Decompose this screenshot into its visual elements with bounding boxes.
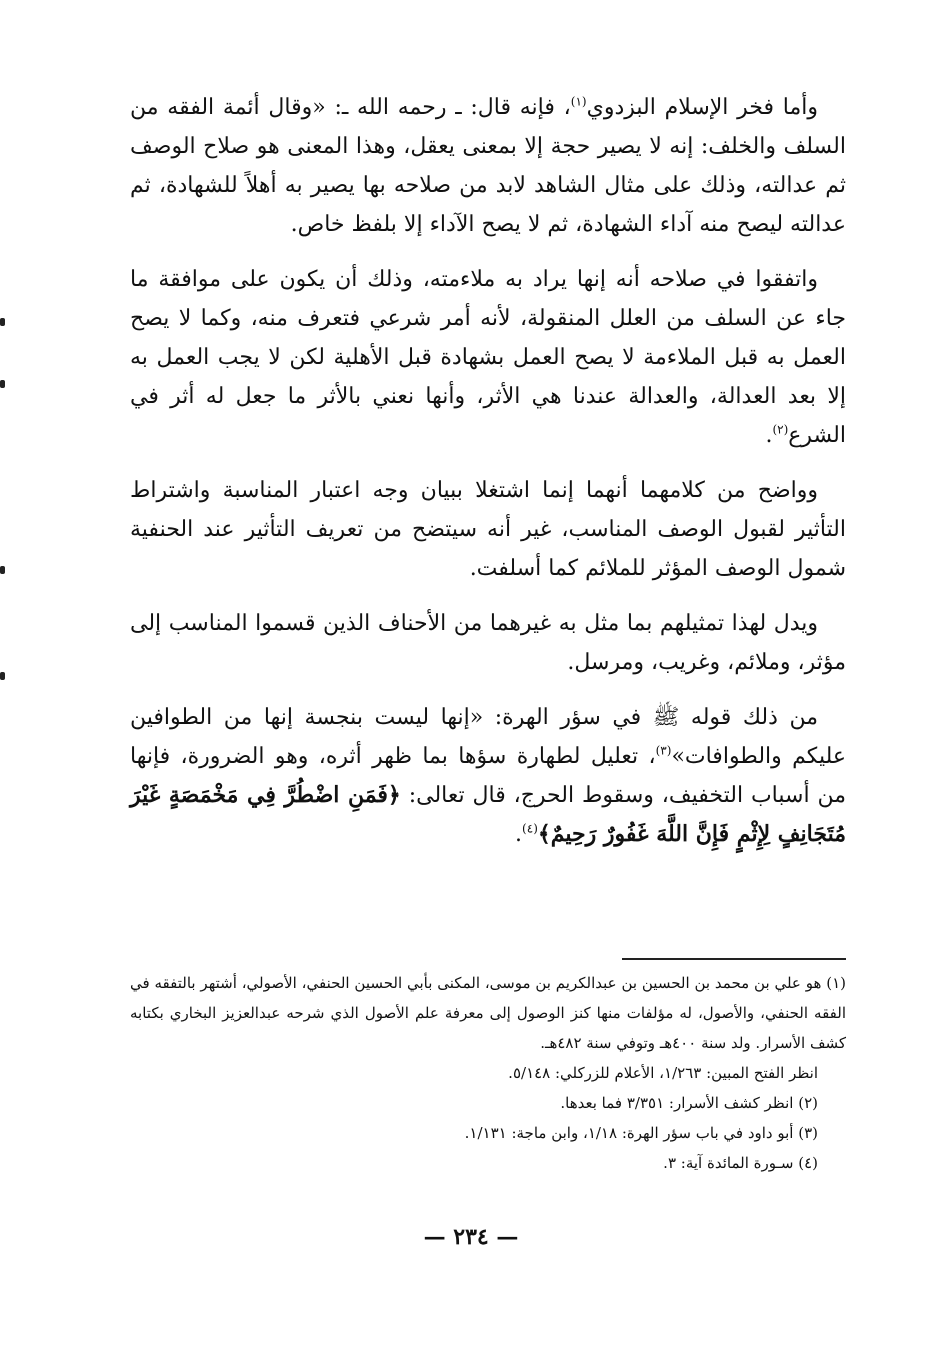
paragraph-5-end: .: [515, 822, 523, 847]
scan-edge-mark: [0, 672, 5, 680]
scan-edge-mark: [0, 566, 5, 574]
main-text: [130, 88, 846, 868]
scan-edge-mark: [0, 380, 5, 388]
scan-edge-mark: [0, 318, 5, 326]
footnote-ref-2[interactable]: (٢): [772, 422, 789, 437]
paragraph-1: [130, 88, 846, 244]
paragraph-3: وواضح من كلامهما أنهما إنما اشتغلا ببيان وجه اعتبار المناسبة واشتراط التأثير لقبول الوصف المناسب، غير أنه سيتضح من تعريف التأثير عند الحنفية شمول الوصف المؤثر للملائم كما أسلفت.: [130, 478, 846, 581]
paragraph-1-text: وأما فخر الإسلام البزدوي: [586, 95, 819, 120]
footnote-separator: [622, 958, 846, 960]
paragraph-5: [130, 698, 846, 854]
paragraph-1-rest: ، فإنه قال: ـ رحمه الله ـ: «وقال أئمة الفقه من السلف والخلف: إنه لا يصير حجة إلا بمعنى يعقل، وهذا المعنى هو صلاح الوصف ثم عدالته، وذلك على مثال الشاهد لابد من صلاحه بها يصير به أهلاً للشهادة، ثم عدالته ليصح منه آداء الشهادة، ثم لا يصح الآداء إلا بلفظ خاص.: [130, 95, 846, 237]
footnote-3: (٣) أبو داود في باب سؤر الهرة: ١/١٨، وابن ماجة: ١/١٣١.: [464, 1124, 818, 1142]
paragraph-4: ويدل لهذا تمثيلهم بما مثل به غيرهما من الأحناف الذين قسموا المناسب إلى مؤثر، وملائم، وغريب، ومرسل.: [130, 611, 846, 675]
footnote-ref-3[interactable]: (٣): [655, 743, 672, 758]
footnote-1: (١) هو علي بن محمد بن الحسين بن عبدالكريم بن موسى، المكنى بأبي الحسين الحنفي، الأصولي، أشتهر بالتفقه في الفقه الحنفي، والأصول، له مؤلفات منها كنز الوصول إلى معرفة علم الأصول الذي شرحه عبدالعزيز البخاري بكتابه كشف الأسرار. ولد سنة ٤٠٠هـ وتوفي سنة ٤٨٢هـ.: [130, 974, 846, 1052]
footnote-ref-4[interactable]: (٤): [522, 821, 538, 836]
paragraph-2: [130, 260, 846, 455]
footnote-1-source: انظر الفتح المبين: ١/٢٦٣، الأعلام للزركلي: ٥/١٤٨.: [508, 1064, 818, 1082]
paragraph-5-mid: ، تعليل لطهارة سؤها بما ظهر أثره، وهو الضرورة، فإنها من أسباب التخفيف، وسقوط الحرج، قال تعالى:: [130, 744, 846, 808]
footnotes: [130, 968, 846, 1178]
paragraph-5-text: من ذلك قوله ﷺ في سؤر الهرة: «إنها ليست بنجسة إنها من الطوافين عليكم والطوافات»: [130, 705, 846, 769]
footnote-ref-1[interactable]: (١): [570, 94, 587, 109]
paragraph-2-end: .: [765, 423, 773, 448]
footnote-2: (٢) انظر كشف الأسرار: ٣/٣٥١ فما بعدها.: [560, 1094, 818, 1112]
page-number: — ٢٣٤ —: [423, 1224, 519, 1250]
footnote-4: (٤) سـورة المائدة آية: ٣.: [663, 1154, 818, 1172]
paragraph-2-text: واتفقوا في صلاحه أنه إنها يراد به ملاءمته، وذلك أن يكون على موافقة ما جاء عن السلف من العلل المنقولة، لأنه أمر شرعي فتعرف منه، وكما لا يصح العمل به قبل الملاءمة لا يصح العمل بشهادة قبل الأهلية لكن لا يجب العمل به إلا بعد العدالة، والعدالة عندنا هي الأثر، وأنها نعني بالأثر ما جعل له أثر في الشرع: [130, 267, 846, 448]
quran-verse: ﴿فَمَنِ اضْطُرَّ فِي مَخْمَصَةٍ غَيْرَ مُتَجَانِفٍ لِإِثْمٍ فَإِنَّ اللَّهَ غَفُورٌ رَحِيمٌ﴾: [130, 782, 846, 847]
